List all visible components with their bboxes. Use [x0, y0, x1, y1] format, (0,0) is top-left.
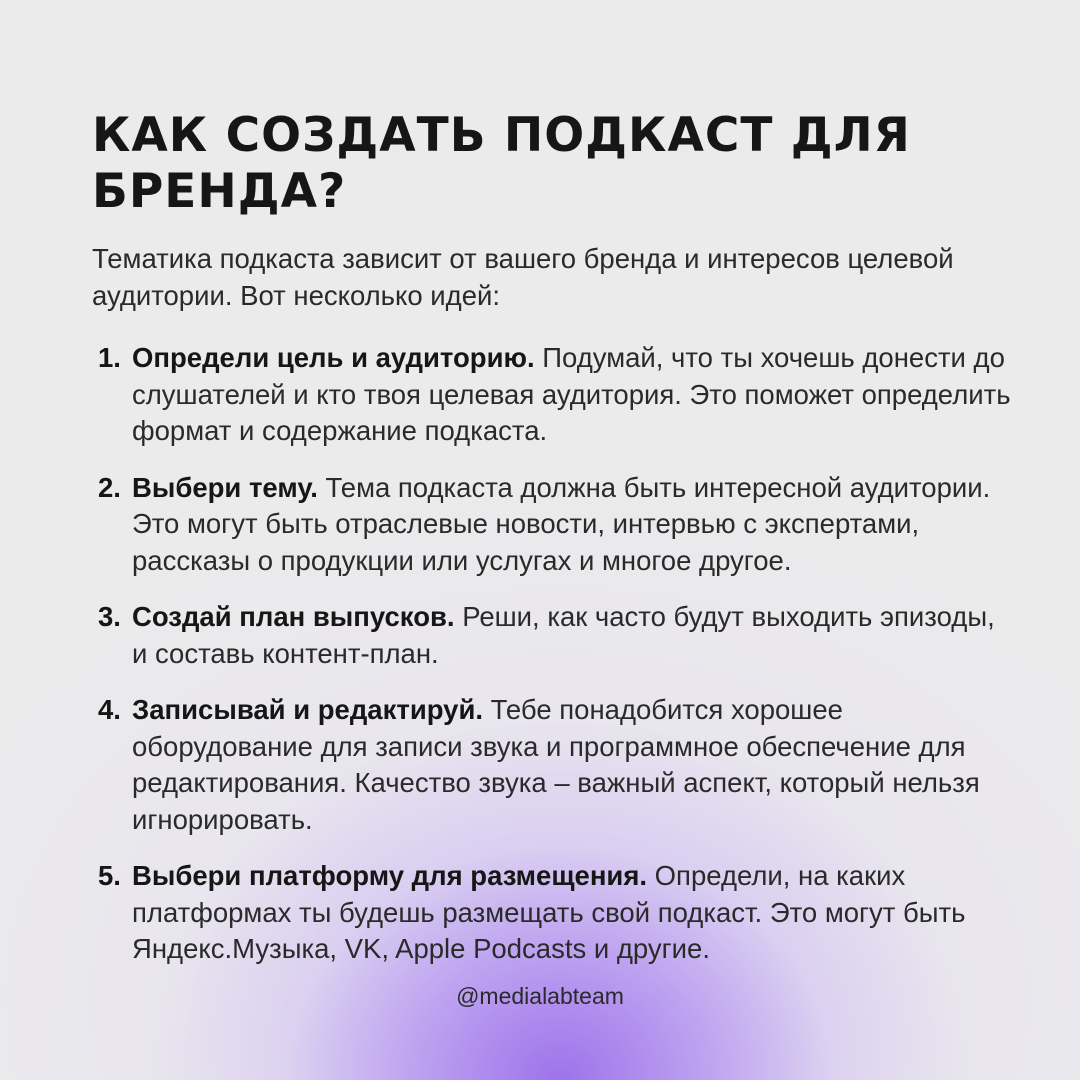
- step-text: Подумай, что ты хочешь донести до слушателей и кто твоя целевая аудитория. Это поможет определить формат и содержание подкаста.: [132, 342, 1011, 446]
- list-item-step-2: [92, 470, 1012, 580]
- page-title: КАК СОЗДАТЬ ПОДКАСТ ДЛЯ БРЕНДА?: [92, 108, 911, 219]
- step-text: Определи, на каких платформах ты будешь размещать свой подкаст. Это могут быть Яндекс.Музыка, VK, Apple Podcasts и другие.: [132, 860, 966, 964]
- step-heading: Записывай и редактируй.: [132, 694, 491, 725]
- step-heading: Создай план выпусков.: [132, 601, 463, 632]
- list-item-step-1: [92, 340, 1012, 450]
- steps-list: [92, 340, 1012, 968]
- step-number: 4.: [98, 694, 121, 725]
- step-number: 5.: [98, 860, 121, 891]
- list-item-step-3: [92, 599, 1012, 672]
- step-text: Тема подкаста должна быть интересной аудитории. Это могут быть отраслевые новости, интервью с экспертами, рассказы о продукции или услугах и многое другое.: [132, 471, 991, 576]
- account-handle: @medialabteam: [456, 983, 624, 1009]
- intro-paragraph: Тематика подкаста зависит от вашего бренда и интересов целевой аудитории. Вот несколько идей:: [92, 243, 954, 311]
- list-item-step-4: [92, 692, 1012, 838]
- list-item-step-5: [92, 858, 1012, 968]
- step-number: 2.: [98, 471, 121, 503]
- step-heading: Выбери платформу для размещения.: [132, 860, 655, 891]
- step-text: Тебе понадобится хорошее оборудование для записи звука и программное обеспечение для редактирования. Качество звука – важный аспект, который нельзя игнорировать.: [132, 694, 980, 835]
- step-heading: Выбери тему.: [132, 471, 326, 503]
- step-number: 1.: [98, 342, 121, 373]
- step-heading: Определи цель и аудиторию.: [132, 342, 543, 373]
- post-content: [92, 108, 1012, 988]
- step-number: 3.: [98, 601, 121, 632]
- step-text: Реши, как часто будут выходить эпизоды, и составь контент-план.: [132, 601, 995, 669]
